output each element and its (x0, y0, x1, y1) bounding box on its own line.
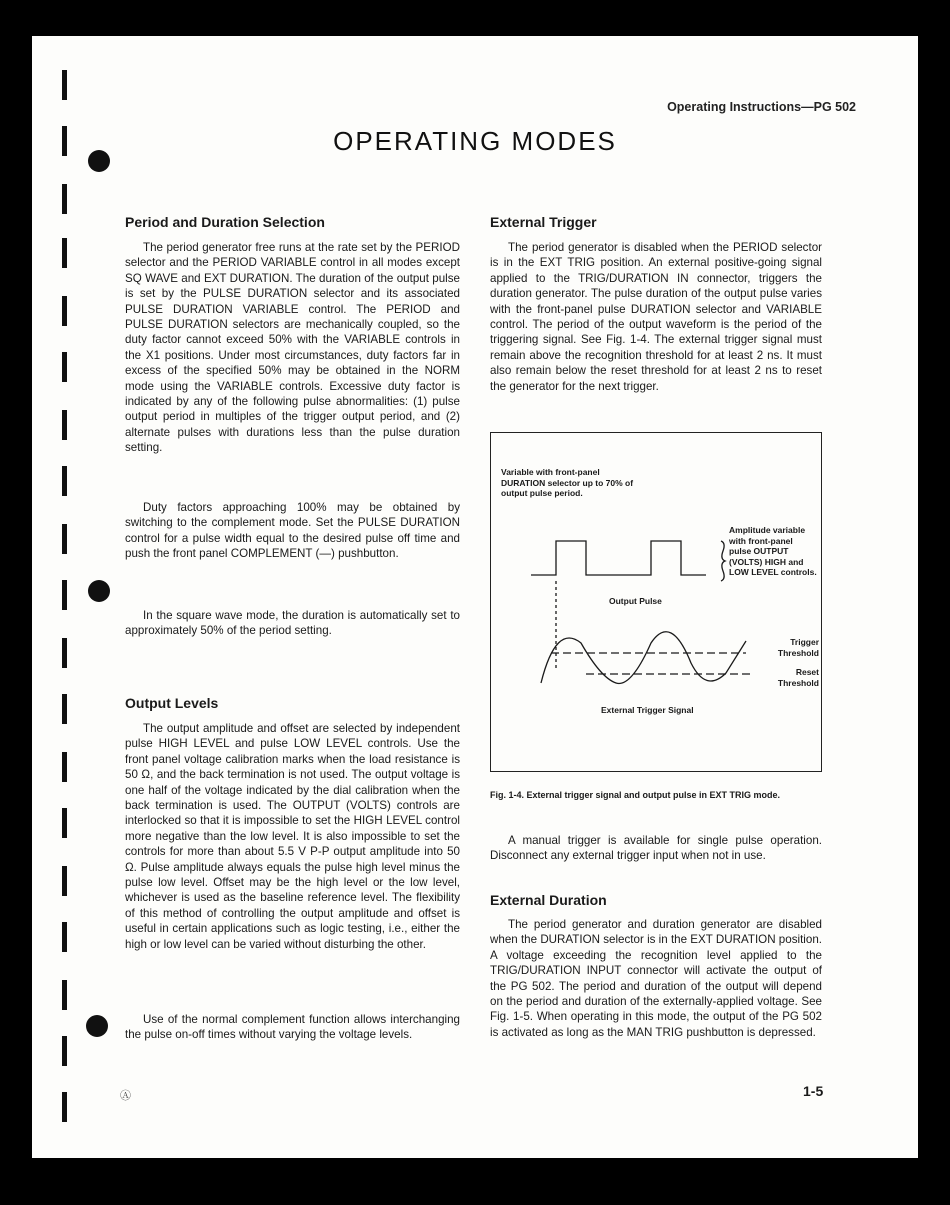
punch-hole (88, 580, 110, 602)
binder-tick (62, 580, 67, 610)
section-body-external-trigger (490, 240, 822, 394)
section-title-output-levels: Output Levels (125, 695, 219, 711)
section-body-complement (125, 1012, 460, 1043)
paragraph: The period generator free runs at the rate set by the PERIOD selector and the PERIOD VARIABLE control in all modes except SQ WAVE and EXT DURATION. The duration of the output pulse is set by the PULSE DURATION selector and its associated PULSE DURATION VARIABLE control. The PERIOD and PULSE DURATION selectors are mechanically coupled, so the duty factor cannot exceed 50% with the VARIABLE controls in the X1 positions. Under most circumstances, duty factors far in excess of the specified 50% may be obtained in the NORM mode using the VARIABLE controls. Excessive duty factor is indicated by any of the following pulse abnormalities: (1) pulse output period in multiples of the trigger output period, and (2) alternate pulses with durations less than the pulse duration setting. (125, 241, 460, 455)
binder-tick (62, 238, 67, 268)
section-body-external-duration (490, 917, 822, 1040)
paragraph: In the square wave mode, the duration is automatically set to approximately 50% of the period setting. (125, 609, 460, 638)
section-body-manual-trigger (490, 833, 822, 864)
binder-tick (62, 866, 67, 896)
binder-tick (62, 296, 67, 326)
binder-tick (62, 410, 67, 440)
paragraph: Use of the normal complement function allows interchanging the pulse on-off times without varying the voltage levels. (125, 1013, 460, 1042)
binder-tick (62, 922, 67, 952)
trigger-signal-trace (541, 632, 746, 684)
binder-tick (62, 352, 67, 382)
punch-hole (86, 1015, 108, 1037)
amplitude-brace (721, 541, 725, 581)
figure-label-reset: Reset Threshold (777, 667, 819, 688)
figure-label-trigger: Trigger Threshold (777, 637, 819, 658)
output-pulse-trace (531, 541, 706, 575)
section-title-external-trigger: External Trigger (490, 214, 597, 230)
binder-tick (62, 1092, 67, 1122)
binder-tick (62, 70, 67, 100)
paragraph: Duty factors approaching 100% may be obtained by switching to the complement mode. Set the PULSE DURATION control for a pulse width equal to the desired pulse off time and push the front panel COMPLEMENT (—) pushbutton. (125, 501, 460, 561)
copyright-mark: Ⓐ (120, 1090, 131, 1102)
binder-tick (62, 694, 67, 724)
figure-label-variable: Variable with front-panel DURATION selector up to 70% of output pulse period. (501, 467, 634, 498)
binder-tick (62, 638, 67, 668)
binder-tick (62, 524, 67, 554)
section-body-square-wave (125, 608, 460, 639)
binder-tick (62, 184, 67, 214)
figure-caption: Fig. 1-4. External trigger signal and output pulse in EXT TRIG mode. (490, 790, 781, 800)
paragraph: The period generator is disabled when the PERIOD selector is in the EXT TRIG position. An external positive-going signal applied to the TRIG/DURATION IN connector, triggers the duration generator. The pulse duration of the output pulse varies with the front-panel pulse DURATION selector and VARIABLE control. The period of the output waveform is the period of the triggering signal. See Fig. 1-4. The external trigger signal must remain above the recognition threshold for at least 2 ns. It must also remain below the reset threshold for at least 2 ns to reset the generator for the next trigger. (490, 241, 822, 393)
binder-tick (62, 808, 67, 838)
paragraph: The period generator and duration generator are disabled when the DURATION selector is in the EXT DURATION position. A voltage exceeding the recognition level applied to the TRIG/DURATION INPUT connector will activate the output of the PG 502. The period and duration of the output will depend on the period and duration of the externally-applied voltage. See Fig. 1-5. When operating in this mode, the output of the PG 502 is activated as long as the MAN TRIG pushbutton is depressed. (490, 918, 822, 1039)
page-title: OPERATING MODES (333, 126, 617, 156)
figure-label-signal: External Trigger Signal (601, 705, 694, 715)
section-body-duty-factor (125, 500, 460, 562)
header-reference: Operating Instructions—PG 502 (667, 100, 856, 114)
binder-tick (62, 752, 67, 782)
figure-label-output: Output Pulse (609, 596, 662, 606)
figure-1-4 (490, 432, 822, 772)
paragraph: The output amplitude and offset are selected by independent pulse HIGH LEVEL and pulse LOW LEVEL controls. Use the front panel voltage calibration marks when the load resistance is 50 Ω, and the back termination is not used. The output voltage is one half of the voltage indicated by the dial calibration when the back termination is used. The OUTPUT (VOLTS) controls are interlocked so that it is impossible to set the HIGH LEVEL control more negative than the low level. It is also impossible to set the controls for more than about 5.5 V P-P output amplitude into 50 Ω. Pulse amplitude always equals the pulse high level minus the pulse low level. Offset may be the high level or the low level, whichever is used as the baseline reference level. The flexibility of this method of controlling the output amplitude and offset is useful in certain applications such as logic testing, i.e., either the high or low level can be varied without disturbing the other. (125, 722, 460, 951)
binder-tick (62, 1036, 67, 1066)
paragraph: A manual trigger is available for single pulse operation. Disconnect any external trigger input when not in use. (490, 834, 822, 863)
section-title-external-duration: External Duration (490, 892, 607, 908)
figure-label-amplitude: Amplitude variable with front-panel pulse OUTPUT (VOLTS) HIGH and LOW LEVEL controls. (729, 525, 817, 577)
section-body-output-levels (125, 721, 460, 952)
waveform-diagram (491, 433, 821, 771)
section-title-period-duration: Period and Duration Selection (125, 214, 325, 230)
page-number: 1-5 (803, 1083, 824, 1099)
section-body-period-duration (125, 240, 460, 456)
binder-tick (62, 980, 67, 1010)
binder-tick (62, 466, 67, 496)
